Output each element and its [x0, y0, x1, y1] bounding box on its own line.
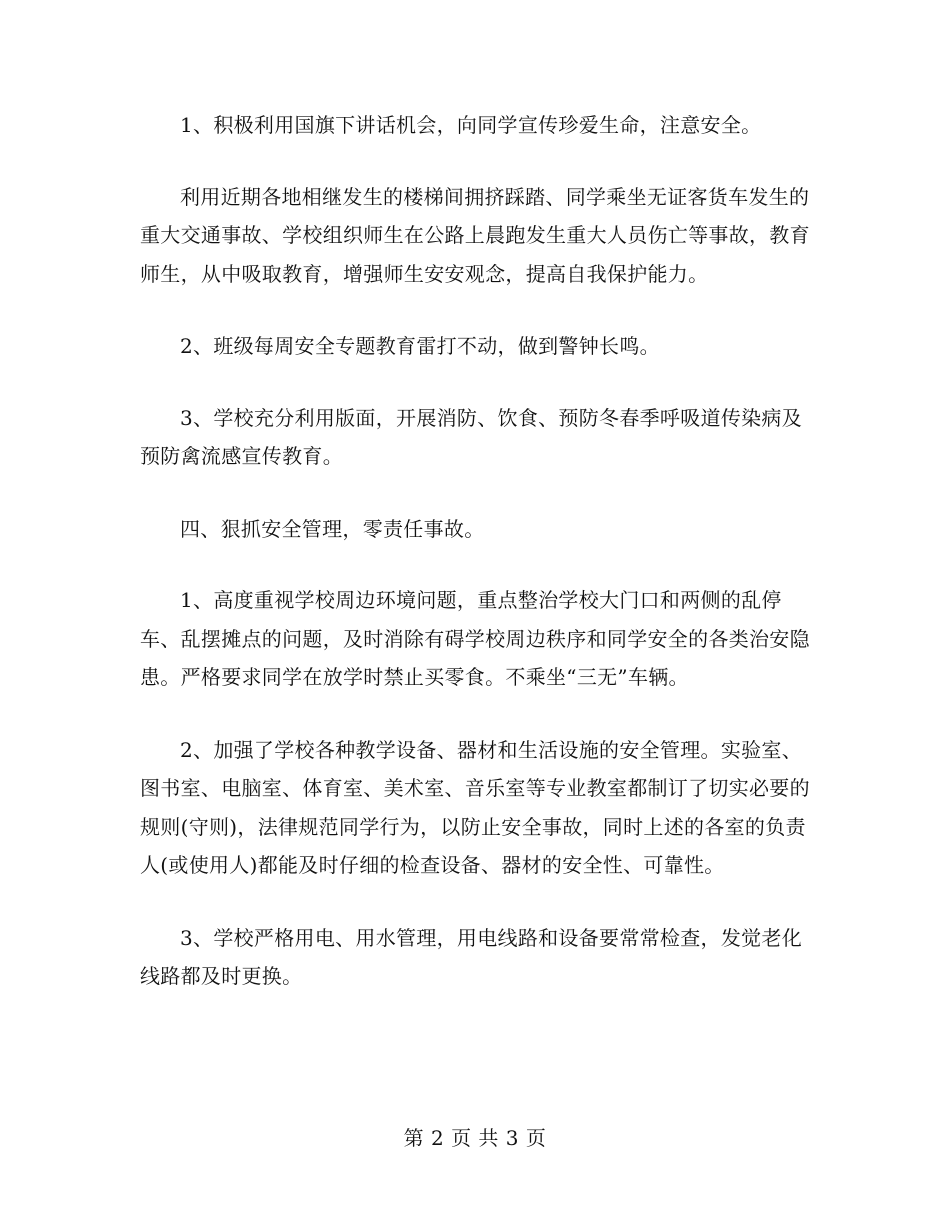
paragraph-5: 1、高度重视学校周边环境问题，重点整治学校大门口和两侧的乱停车、乱摆摊点的问题，及时消除有碍学校周边秩序和同学安全的各类治安隐患。严格要求同学在放学时禁止买零食。不乘坐“三无”车辆。 — [140, 588, 810, 689]
paragraph-4: 3、学校充分利用版面，开展消防、饮食、预防冬春季呼吸道传染病及预防禽流感宣传教育。 — [140, 405, 803, 468]
section-heading: 四、狠抓安全管理，零责任事故。 — [180, 516, 485, 541]
paragraph-1: 1、积极利用国旗下讲话机会，向同学宣传珍爱生命，注意安全。 — [180, 113, 762, 137]
page-footer — [0, 1123, 950, 1153]
page-indicator: 第 2 页 共 3 页 — [403, 1126, 547, 1150]
paragraph-2: 利用近期各地相继发生的楼梯间拥挤踩踏、同学乘坐无证客货车发生的重大交通事故、学校组织师生在公路上晨跑发生重大人员伤亡等事故，教育师生，从中吸取教育，增强师生安安观念，提高自我保护能力。 — [140, 184, 810, 286]
paragraph-3: 2、班级每周安全专题教育雷打不动，做到警钟长鸣。 — [180, 334, 660, 358]
paragraph-7: 3、学校严格用电、用水管理，用电线路和设备要常常检查，发觉老化线路都及时更换。 — [140, 925, 803, 988]
paragraph-6: 2、加强了学校各种教学设备、器材和生活设施的安全管理。实验室、图书室、电脑室、体育室、美术室、音乐室等专业教室都制订了切实必要的规则(守则)，法律规范同学行为，以防止安全事故，同时上述的各室的负责人(或使用人)都能及时仔细的检查设备、器材的安全性、可靠性。 — [140, 737, 810, 877]
document-body — [140, 106, 810, 996]
